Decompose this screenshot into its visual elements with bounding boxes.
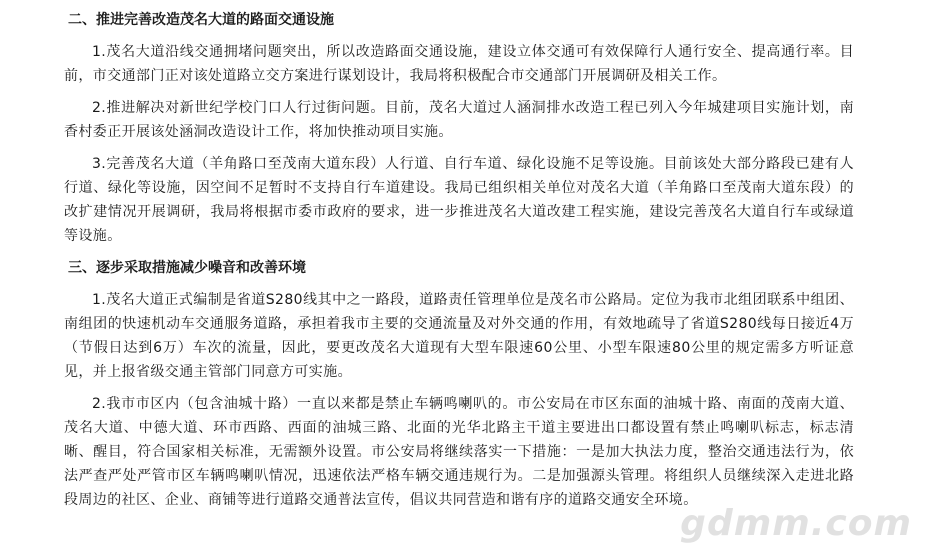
section-2-paragraph-1: 1.茂名大道沿线交通拥堵问题突出，所以改造路面交通设施，建设立体交通可有效保障行人通行安全、提高通行率。目前，市交通部门正对该处道路立交方案进行谋划设计，我局将积极配合市交通部门开展调研及相关工作。 xyxy=(64,44,854,84)
section-heading-2: 二、推进完善改造茂名大道的路面交通设施 xyxy=(68,12,334,28)
section-heading-3: 三、逐步采取措施减少噪音和改善环境 xyxy=(68,260,306,276)
document-body xyxy=(64,8,854,520)
section-3-paragraph-1: 1.茂名大道正式编制是省道S280线其中之一路段，道路责任管理单位是茂名市公路局。定位为我市北组团联系中组团、南组团的快速机动车交通服务道路，承担着我市主要的交通流量及对外交通的作用，有效地疏导了省道S280线每日接近4万（节假日达到6万）车次的流量，因此，要更改茂名大道现有大型车限速60公里、小型车限速80公里的规定需多方听证意见，并上报省级交通主管部门同意方可实施。 xyxy=(64,292,854,380)
section-2-paragraph-2: 2.推进解决对新世纪学校门口人行过街问题。目前，茂名大道过人涵洞排水改造工程已列入今年城建项目实施计划，南香村委正开展该处涵洞改造设计工作，将加快推动项目实施。 xyxy=(64,100,854,140)
section-2-paragraph-3: 3.完善茂名大道（羊角路口至茂南大道东段）人行道、自行车道、绿化设施不足等设施。目前该处大部分路段已建有人行道、绿化等设施，因空间不足暂时不支持自行车道建设。我局已组织相关单位对茂名大道（羊角路口至茂南大道东段）的改扩建情况开展调研，我局将根据市委市政府的要求，进一步推进茂名大道改建工程实施，建设完善茂名大道自行车或绿道等设施。 xyxy=(64,156,854,244)
section-3-paragraph-2: 2.我市市区内（包含油城十路）一直以来都是禁止车辆鸣喇叭的。市公安局在市区东面的油城十路、南面的茂南大道、茂名大道、中德大道、环市西路、西面的油城三路、北面的光华北路主干道主要进出口都设置有禁止鸣喇叭标志，标志清晰、醒目，符合国家相关标准，无需额外设置。市公安局将继续落实一下措施：一是加大执法力度，整治交通违法行为，依法严查严处严管市区车辆鸣喇叭情况，迅速依法严格车辆交通违规行为。二是加强源头管理。将组织人员继续深入走进北路段周边的社区、企业、商铺等进行道路交通普法宣传，倡议共同营造和谐有序的道路交通安全环境。 xyxy=(64,396,854,508)
site-watermark: gdmm.com xyxy=(680,503,912,544)
